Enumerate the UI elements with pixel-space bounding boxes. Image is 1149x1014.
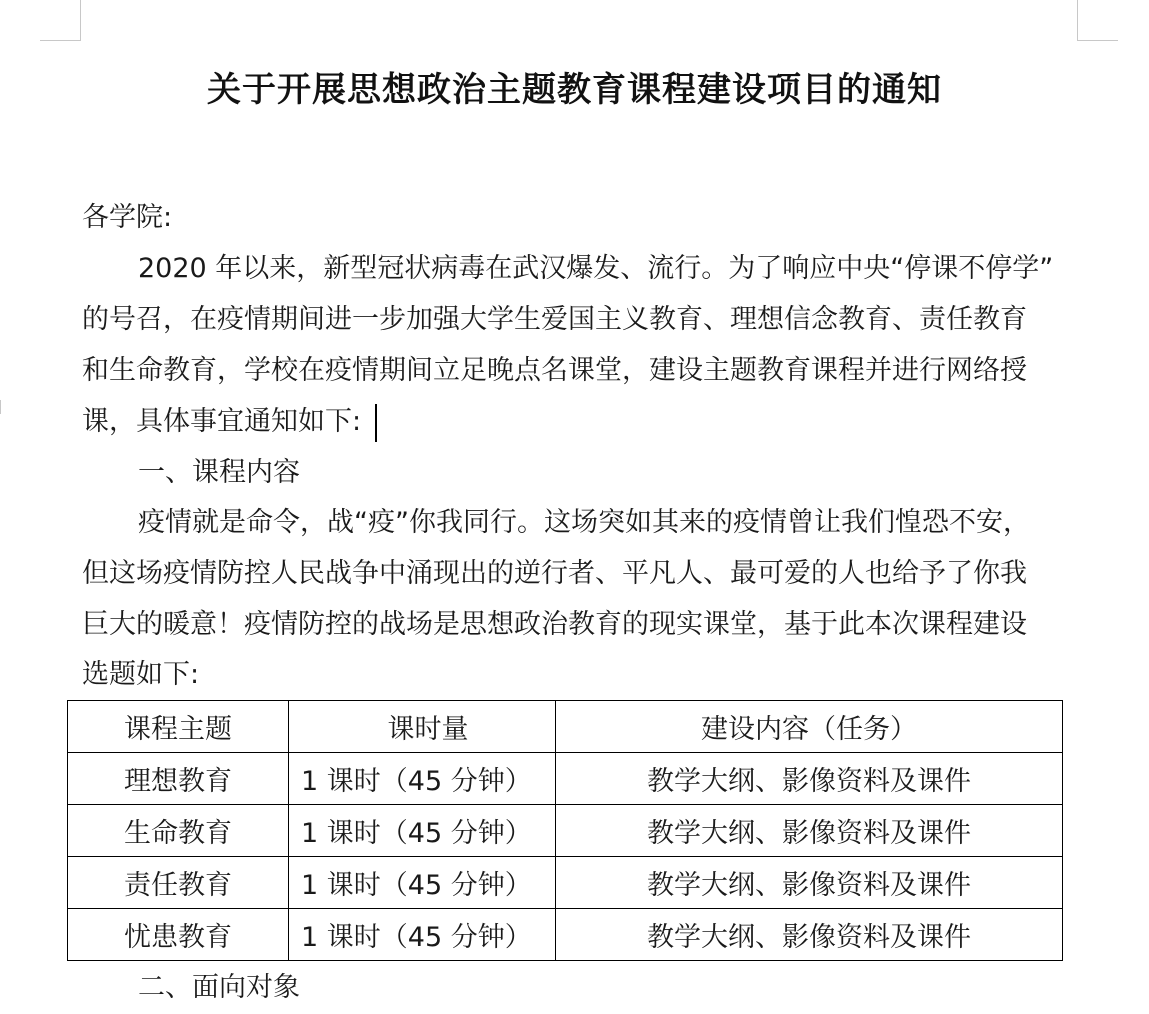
para1-line4[interactable]: [82, 396, 1082, 448]
table-cell: 生命教育: [68, 805, 289, 857]
table-cell: 责任教育: [68, 857, 289, 909]
table-cell: 教学大纲、影像资料及课件: [556, 753, 1063, 805]
crop-mark-top-right: [1077, 0, 1118, 41]
para1-line4-text: 课，具体事宜通知如下:: [82, 406, 362, 437]
table-cell: 1 课时（45 分钟）: [289, 805, 556, 857]
table-cell: 1 课时（45 分钟）: [289, 753, 556, 805]
table-row: [68, 857, 1063, 909]
para2-line1: 疫情就是命令，战“疫”你我同行。这场突如其来的疫情曾让我们惶恐不安，: [138, 507, 1030, 538]
table-cell: 1 课时（45 分钟）: [289, 909, 556, 961]
table-cell: 教学大纲、影像资料及课件: [556, 857, 1063, 909]
course-table: [67, 700, 1063, 961]
para1-line1: 2020 年以来，新型冠状病毒在武汉爆发、流行。为了响应中央“停课不停学”: [138, 253, 1054, 284]
section1-heading: 一、课程内容: [138, 457, 300, 488]
para1-line3: 和生命教育，学校在疫情期间立足晚点名课堂，建设主题教育课程并进行网络授: [82, 355, 1027, 386]
margin-marker: [0, 400, 1, 414]
table-cell: 忧患教育: [68, 909, 289, 961]
table-header-cell: 课时量: [289, 701, 556, 753]
table-row: [68, 909, 1063, 961]
para1-line2: 的号召，在疫情期间进一步加强大学生爱国主义教育、理想信念教育、责任教育: [82, 304, 1027, 335]
table-header-cell: 建设内容（任务）: [556, 701, 1063, 753]
section2-heading: 二、面向对象: [138, 972, 300, 1003]
crop-mark-top-left: [40, 0, 81, 41]
para2-line2: 但这场疫情防控人民战争中涌现出的逆行者、平凡人、最可爱的人也给予了你我: [82, 558, 1027, 589]
para2-line4: 选题如下:: [82, 659, 200, 690]
document-title: 关于开展思想政治主题教育课程建设项目的通知: [207, 70, 942, 110]
para2-line3: 巨大的暖意！疫情防控的战场是思想政治教育的现实课堂，基于此本次课程建设: [82, 609, 1027, 640]
table-header-cell: 课程主题: [68, 701, 289, 753]
text-cursor: [375, 404, 377, 442]
table-row: [68, 805, 1063, 857]
salutation: 各学院:: [82, 202, 173, 233]
table-cell: 理想教育: [68, 753, 289, 805]
table-row: [68, 753, 1063, 805]
table-cell: 教学大纲、影像资料及课件: [556, 805, 1063, 857]
table-cell: 1 课时（45 分钟）: [289, 857, 556, 909]
table-cell: 教学大纲、影像资料及课件: [556, 909, 1063, 961]
table-header-row: [68, 701, 1063, 753]
